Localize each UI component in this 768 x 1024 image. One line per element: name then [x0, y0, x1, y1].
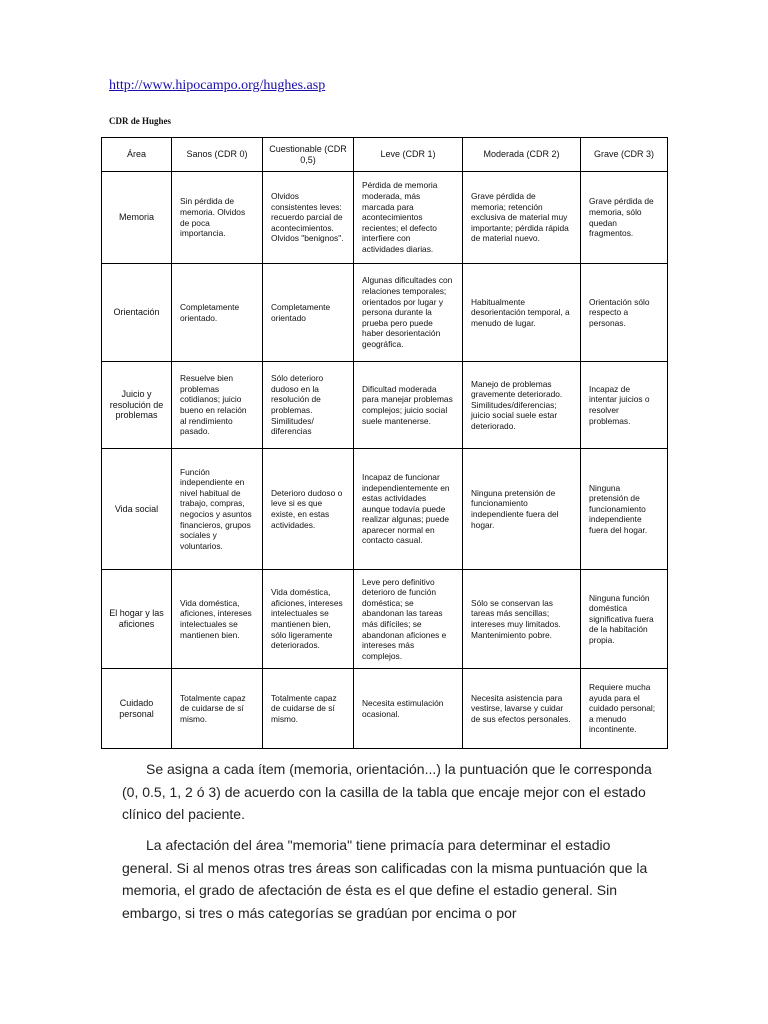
- table-row: [102, 362, 668, 449]
- table-title: CDR de Hughes: [109, 116, 172, 126]
- table-cell: Sin pérdida de memoria. Olvidos de poca importancia.: [172, 172, 263, 264]
- table-cell: Necesita asistencia para vestirse, lavarse y cuidar de sus efectos personales.: [463, 669, 581, 749]
- table-cell: Incapaz de funcionar independientemente en estas actividades aunque todavía puede realizar algunas; puede aparecer normal en contacto casual.: [354, 449, 463, 570]
- paragraph: [122, 758, 662, 826]
- paragraph-text: Se asigna a cada ítem (memoria, orientación...) la puntuación que le corresponda (0, 0.5, 1, 2 ó 3) de acuerdo con la casilla de la tabla que encaje mejor con el estado clínico del paciente.: [122, 761, 652, 822]
- table-cell: Vida doméstica, aficiones, intereses intelectuales se mantienen bien.: [172, 570, 263, 669]
- header-cell: Sanos (CDR 0): [172, 138, 263, 172]
- table-cell: Resuelve bien problemas cotidianos; juicio bueno en relación al rendimiento pasado.: [172, 362, 263, 449]
- table-cell: Dificultad moderada para manejar problemas complejos; juicio social suele mantenerse.: [354, 362, 463, 449]
- table-cell: Incapaz de intentar juicios o resolver problemas.: [581, 362, 668, 449]
- table-row: [102, 570, 668, 669]
- table-row: [102, 449, 668, 570]
- table-cell: Requiere mucha ayuda para el cuidado personal; a menudo incontinente.: [581, 669, 668, 749]
- table-cell: Sólo deterioro dudoso en la resolución de problemas. Similitudes/ diferencias: [263, 362, 354, 449]
- area-cell: Orientación: [102, 264, 172, 362]
- header-cell: Leve (CDR 1): [354, 138, 463, 172]
- area-cell: Juicio y resolución de problemas: [102, 362, 172, 449]
- area-cell: Vida social: [102, 449, 172, 570]
- paragraph-text: La afectación del área "memoria" tiene primacía para determinar el estadio general. Si al menos otras tres áreas son calificadas con la misma puntuación que la memoria, el grado de afectación de ésta es el que define el estadio general. Sin embargo, si tres o más categorías se gradúan por encima o por: [122, 837, 648, 921]
- table-cell: Ninguna función doméstica significativa fuera de la habitación propia.: [581, 570, 668, 669]
- table-cell: Habitualmente desorientación temporal, a menudo de lugar.: [463, 264, 581, 362]
- table-cell: Ninguna pretensión de funcionamiento independiente fuera del hogar.: [581, 449, 668, 570]
- area-cell: Memoria: [102, 172, 172, 264]
- table-cell: Sólo se conservan las tareas más sencillas; intereses muy limitados. Mantenimiento pobre.: [463, 570, 581, 669]
- table-cell: Función independiente en nivel habitual de trabajo, compras, negocios y asuntos financieros, grupos sociales y voluntarios.: [172, 449, 263, 570]
- table-cell: Grave pérdida de memoria, sólo quedan fragmentos.: [581, 172, 668, 264]
- header-cell: Área: [102, 138, 172, 172]
- table-cell: Pérdida de memoria moderada, más marcada para acontecimientos recientes; el defecto interfiere con actividades diarias.: [354, 172, 463, 264]
- table-cell: Leve pero definitivo deterioro de función doméstica; se abandonan las tareas más difíciles; se abandonan aficiones e intereses más complejos.: [354, 570, 463, 669]
- paragraph: [122, 834, 662, 924]
- header-cell: Grave (CDR 3): [581, 138, 668, 172]
- header-cell: Cuestionable (CDR 0,5): [263, 138, 354, 172]
- table-row: [102, 669, 668, 749]
- table-cell: Deterioro dudoso o leve si es que existe, en estas actividades.: [263, 449, 354, 570]
- table-cell: Totalmente capaz de cuidarse de sí mismo.: [172, 669, 263, 749]
- source-link[interactable]: http://www.hipocampo.org/hughes.asp: [109, 78, 326, 93]
- table-cell: Grave pérdida de memoria; retención exclusiva de material muy importante; pérdida rápida de material nuevo.: [463, 172, 581, 264]
- table-cell: Vida doméstica, aficiones, intereses intelectuales se mantienen bien, sólo ligeramente deteriorados.: [263, 570, 354, 669]
- table-header-row: [102, 138, 668, 172]
- table-cell: Olvidos consistentes leves: recuerdo parcial de acontecimientos. Olvidos "benignos".: [263, 172, 354, 264]
- area-cell: Cuidado personal: [102, 669, 172, 749]
- table-row: [102, 172, 668, 264]
- table-cell: Ninguna pretensión de funcionamiento independiente fuera del hogar.: [463, 449, 581, 570]
- table-cell: Algunas dificultades con relaciones temporales; orientados por lugar y persona durante la prueba pero puede haber desorientación geográfica.: [354, 264, 463, 362]
- table-cell: Completamente orientado.: [172, 264, 263, 362]
- table-cell: Necesita estimulación ocasional.: [354, 669, 463, 749]
- area-cell: El hogar y las aficiones: [102, 570, 172, 669]
- table-row: [102, 264, 668, 362]
- table-cell: Manejo de problemas gravemente deteriorado. Similitudes/diferencias; juicio social suele estar deteriorado.: [463, 362, 581, 449]
- cdr-table: [101, 137, 668, 749]
- table-cell: Completamente orientado: [263, 264, 354, 362]
- header-cell: Moderada (CDR 2): [463, 138, 581, 172]
- table-cell: Totalmente capaz de cuidarse de sí mismo.: [263, 669, 354, 749]
- table-cell: Orientación sólo respecto a personas.: [581, 264, 668, 362]
